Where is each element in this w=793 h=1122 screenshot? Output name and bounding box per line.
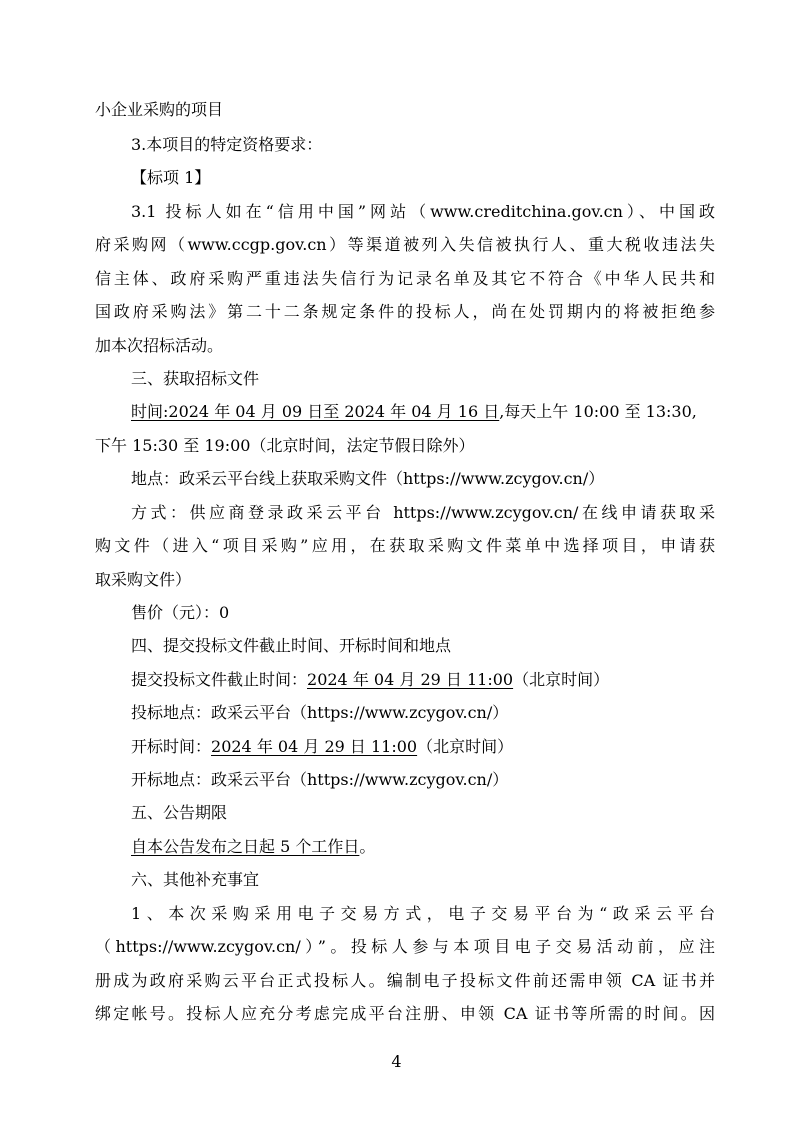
text-line-15: 取采购文件）	[95, 570, 192, 589]
text-line-4: 3.1 投标人如在“信用中国”网站（www.creditchina.gov.cn）、中国政	[131, 202, 715, 221]
text-line-25: 1、本次采购采用电子交易方式，电子交易平台为“政采云平台	[131, 904, 715, 923]
text-line-27: 册成为政府采购云平台正式投标人。编制电子投标文件前还需申领 CA 证书并	[95, 971, 715, 990]
text-line-10	[131, 400, 715, 424]
deadline-label: 提交投标文件截止时间：	[131, 670, 308, 689]
acquisition-period: 时间:2024 年 04 月 09 日至 2024 年 04 月 16 日	[131, 402, 500, 421]
text-line-2: 3.本项目的特定资格要求：	[131, 135, 323, 154]
opening-datetime: 2024 年 04 月 29 日 11:00	[211, 737, 418, 756]
deadline-datetime: 2024 年 04 月 29 日 11:00	[307, 670, 514, 689]
text-line-6: 信主体、政府采购严重违法失信行为记录名单及其它不符合《中华人民共和	[95, 269, 715, 288]
section-heading-5: 五、公告期限	[131, 803, 228, 822]
text-line-18	[131, 668, 715, 692]
daily-hours-morning: ,每天上午 10:00 至 13:30,	[499, 402, 697, 421]
deadline-timezone: （北京时间）	[513, 670, 610, 689]
text-line-7: 国政府采购法》第二十二条规定条件的投标人，尚在处罚期内的将被拒绝参	[95, 302, 715, 321]
text-line-16: 售价（元）：0	[131, 603, 230, 622]
section-heading-6: 六、其他补充事宜	[131, 870, 260, 889]
notice-period: 自本公告发布之日起 5 个工作日	[131, 837, 360, 856]
page-number: 4	[391, 1052, 402, 1071]
text-line-3: 【标项 1】	[131, 168, 211, 187]
text-line-19: 投标地点：政采云平台（https://www.zcygov.cn/）	[131, 703, 509, 722]
text-line-12: 地点：政采云平台线上获取采购文件（https://www.zcygov.cn/）	[131, 469, 605, 488]
text-line-20	[131, 735, 715, 759]
text-line-28: 绑定帐号。投标人应充分考虑完成平台注册、申领 CA 证书等所需的时间。因	[95, 1004, 715, 1023]
section-heading-3: 三、获取招标文件	[131, 369, 260, 388]
notice-period-end: 。	[359, 837, 376, 856]
text-line-23	[131, 835, 715, 859]
opening-timezone: （北京时间）	[417, 737, 514, 756]
section-heading-4: 四、提交投标文件截止时间、开标时间和地点	[131, 636, 452, 655]
text-line-26: （https://www.zcygov.cn/）”。投标人参与本项目电子交易活动前，应注	[95, 937, 715, 956]
text-line-14: 购文件（进入“项目采购”应用，在获取采购文件菜单中选择项目，申请获	[95, 536, 715, 555]
text-line-11: 下午 15:30 至 19:00（北京时间，法定节假日除外）	[95, 436, 475, 455]
opening-time-label: 开标时间：	[131, 737, 212, 756]
text-line-8: 加本次招标活动。	[95, 336, 224, 355]
text-line-13: 方式：供应商登录政采云平台 https://www.zcygov.cn/在线申请获取采	[131, 503, 715, 522]
text-line-21: 开标地点：政采云平台（https://www.zcygov.cn/）	[131, 770, 509, 789]
text-line-1: 小企业采购的项目	[95, 100, 224, 119]
text-line-5: 府采购网（www.ccgp.gov.cn）等渠道被列入失信被执行人、重大税收违法失	[95, 235, 715, 254]
